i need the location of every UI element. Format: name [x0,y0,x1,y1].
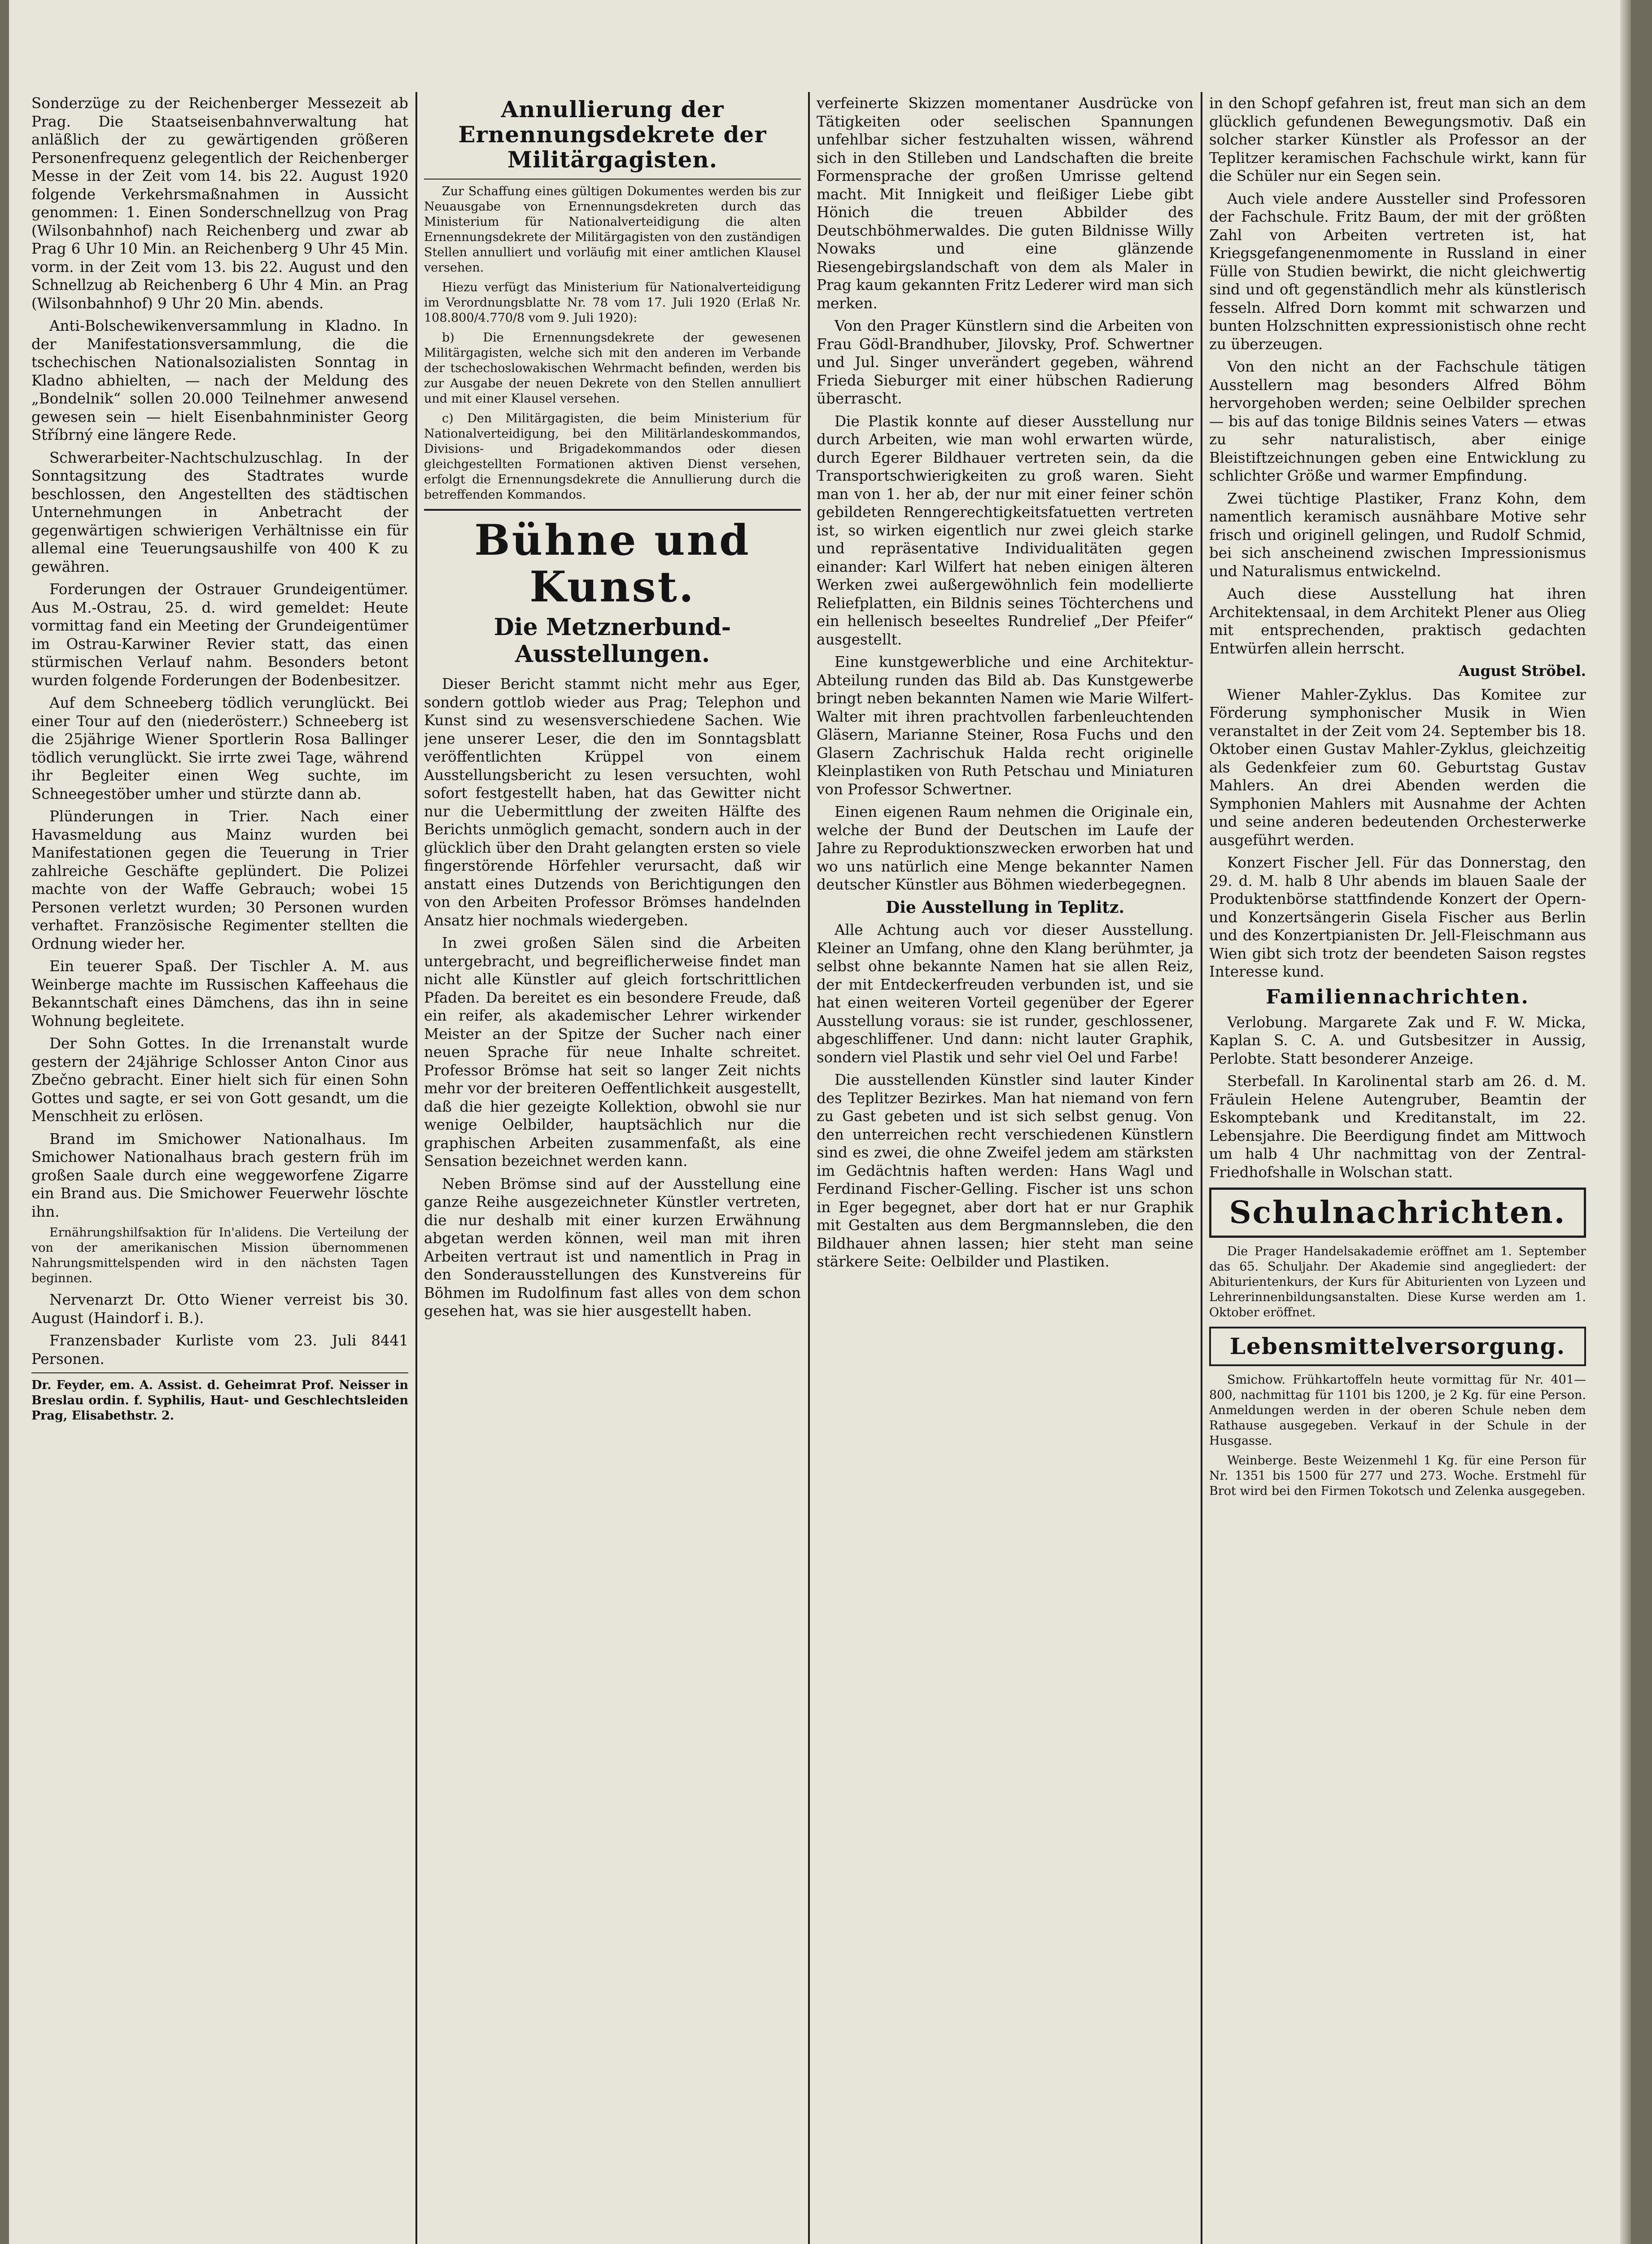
article-paragraph: Dieser Bericht stammt nicht mehr aus Eger, sondern gottlob wieder aus Prag; Telephon und Kunst sind zu wesensverschiedene Sachen. Wie jene unserer Leser, die den im Sonntagsblatt veröffentlichten Krüppel von einem Ausstellungsbericht zu lesen versuchten, wohl sofort festgestellt haben, hat das Gewitter nicht nur die Uebermittlung der zweiten Hälfte des Berichts unmöglich gemacht, sondern auch in der glücklich über den Draht gelangten ersten so viele fingerstörende Hörfehler verursacht, daß wir anstatt eines Dutzends von Berichtigungen den von den Arbeiten Professor Brömses handelnden Ansatz hier nochmals wiedergeben. [424,675,801,929]
article-paragraph: Zur Schaffung eines gültigen Dokumentes werden bis zur Neuausgabe von Ernennungsdekreten durch das Ministerium für Nationalverteidigung die alten Ernennungsdekrete der Militärgagisten von den zuständigen Stellen annulliert und vorläufig mit einer amtlichen Klausel versehen. [424,184,801,275]
article-paragraph: Die ausstellenden Künstler sind lauter Kinder des Teplitzer Bezirkes. Man hat niemand von fern zu Gast gebeten und ist sich selbst genug. Von den unterreichen recht verschiedenen Künstlern sind es zwei, die ohne Zweifel jedem am stärksten im Gedächtnis haften werden: Hans Wagl und Ferdinand Fischer-Gelling. Fischer ist uns schon in Eger begegnet, aber dort hat er nur Graphik mit Gestalten aus dem Bergmannsleben, die den Bildhauer ahnen lassen; hier steht man seine stärkere Seite: Oelbilder und Plastiken. [817,1071,1193,1270]
column-3 [817,94,1193,2244]
food-notice: Weinberge. Beste Weizenmehl 1 Kg. für eine Person für Nr. 1351 bis 1500 für 277 und 273. Woche. Erstmehl für Brot wird bei den Firmen Tokotsch und Zelenka ausgegeben. [1209,1454,1586,1498]
column-rule [808,92,810,2244]
article-paragraph: Von den nicht an der Fachschule tätigen Ausstellern mag besonders Alfred Böhm hervorgehoben werden; seine Oelbilder sprechen — bis auf das tonige Bildnis seines Vaters — etwas zu sehr naturalistisch, aber einige Bleistiftzeichnungen geben eine Entwicklung zu schlichter Größe und warmer Empfindung. [1209,358,1586,484]
article-paragraph: Neben Brömse sind auf der Ausstellung eine ganze Reihe ausgezeichneter Künstler vertreten, die nur deshalb mit einer kurzen Erwähnung abgetan werden können, weil man mit ihren Arbeiten vertraut ist und namentlich in Prag in den Sonderausstellungen des Kunstvereins für Böhmen im Rudolfinum fast alles von dem schon gesehen hat, was sie hier ausgestellt haben. [424,1175,801,1319]
news-item: Sonderzüge zu der Reichenberger Messezeit ab Prag. Die Staatseisenbahnverwaltung hat anläßlich der zu gewärtigenden größeren Personenfrequenz gelegentlich der Reichenberger Messe in der Zeit vom 14. bis 22. August 1920 folgende Verkehrsmaßnahmen in Aussicht genommen: 1. Einen Sonderschnellzug von Prag (Wilsonbahnhof) nach Reichenberg und zwar ab Prag 6 Uhr 10 Min. an Reichenberg 9 Uhr 45 Min. vorm. in der Zeit vom 13. bis 22. August und den Schnellzug ab Reichenberg 6 Uhr 4 Min. an Prag (Wilsonbahnhof) 9 Uhr 20 Min. abends. [31,95,408,312]
author-signature: August Ströbel. [1458,662,1586,679]
newspaper-page [9,0,1631,2244]
food-supply-title: Lebensmittelversorgung. [1209,1327,1586,1366]
news-item: Forderungen der Ostrauer Grundeigentümer. Aus M.-Ostrau, 25. d. wird gemeldet: Heute vormittag fand ein Meeting der Grundeigentümer im Ostrau-Karwiner Revier statt, das einen stürmischen Verlauf nahm. Besonders betont wurden folgende Forderungen der Bodenbesitzer. [31,581,408,689]
section-title: Bühne und Kunst. [474,516,751,612]
news-item: Schwerarbeiter-Nachtschulzuschlag. In der Sonntagsitzung des Stadtrates wurde beschlossen, den Angestellten des städtischen Unternehmungen in Anbetracht der gegenwärtigen schwierigen Verhältnisse ein für allemal eine Teuerungsaushilfe von 400 K zu gewähren. [31,449,408,575]
column-1 [31,94,408,2244]
divider [424,179,801,180]
news-item: Auf dem Schneeberg tödlich verunglückt. Bei einer Tour auf den (niederösterr.) Schneeberg ist die 25jährige Wiener Sportlerin Rosa Ballinger tödlich verunglückt. Sie irrte zwei Tage, während ihr Begleiter einen Weg suchte, im Schneegestöber umher und stürzte dann ab. [31,694,408,802]
school-news-title: Schulnachrichten. [1209,1188,1586,1238]
divider [31,1372,408,1373]
news-item: Nervenarzt Dr. Otto Wiener verreist bis 30. August (Haindorf i. B.). [31,1291,408,1327]
column-rule [415,92,417,2244]
news-item: Ernährungshilfsaktion für In'alidens. Die Verteilung der von der amerikanischen Mission übernommenen Nahrungsmittelspenden wird in den nächsten Tagen beginnen. [31,1226,408,1285]
family-notice: Sterbefall. In Karolinental starb am 26. d. M. Fräulein Helene Autengruber, Beamtin der Eskomptebank und Kreditanstalt, im 22. Lebensjahre. Die Beerdigung findet am Mittwoch um halb 4 Uhr nachmittag von der Zentral-Friedhofshalle in Wolschan statt. [1209,1073,1586,1181]
article-subtitle: Die Metznerbund-Ausstellungen. [494,614,731,668]
news-item: Plünderungen in Trier. Nach einer Havasmeldung aus Mainz wurden bei Manifestationen gegen die Teuerung in Trier zahlreiche Geschäfte geplündert. Die Polizei machte von der Waffe Gebrauch; wobei 15 Personen verletzt wurden; 30 Personen wurden verhaftet. Französische Regimenter stellten die Ordnung wieder her. [31,808,408,952]
article-paragraph: in den Schopf gefahren ist, freut man sich an dem glücklich gefundenen Bewegungsmotiv. Daß ein solcher starker Künstler als Professor an der Teplitzer keramischen Fachschule wirkt, kann für die Schüler nur ein Segen sein. [1209,95,1586,184]
article-paragraph: Eine kunstgewerbliche und eine Architektur-Abteilung runden das Bild ab. Das Kunstgewerbe bringt neben bekannten Namen wie Marie Wilfert-Walter mit ihren prachtvollen farbenleuchtenden Gläsern, Marianne Steiner, Rosa Fuchs und den Glasern Zachrischuk Halda recht originelle Kleinplastiken von Ruth Petschau und Miniaturen von Professor Schwertner. [817,653,1193,798]
article-paragraph: Auch viele andere Aussteller sind Professoren der Fachschule. Fritz Baum, der mit der größten Zahl von Arbeiten vertreten ist, hat Kriegsgefangenenmomente in Russland in einer Fülle von Studien bewirkt, die nicht gleichwertig sind und oft gegenständlich mehr als künstlerisch fesseln. Alfred Dorn kommt mit schwarzen und bunten Holzschnitten expressionistisch ohne recht zu überzeugen. [1209,190,1586,353]
article-paragraph: b) Die Ernennungsdekrete der gewesenen Militärgagisten, welche sich mit den anderen im Verbande der tschechoslowakischen Wehrmacht befinden, werden bis zur Ausgabe der neuen Dekrete von den Stellen annulliert und mit einer Klausel versehen. [424,331,801,406]
article-paragraph: Zwei tüchtige Plastiker, Franz Kohn, dem namentlich keramisch ausnähbare Motive sehr frisch und originell gelingen, und Rudolf Schmid, bei sich anscheinend zwischen Impressionismus und Naturalismus entwickelnd. [1209,490,1586,580]
article-paragraph: Auch diese Ausstellung hat ihren Architektensaal, in dem Architekt Plener aus Olieg mit entsprechenden, praktisch gedachten Entwürfen allein herrscht. [1209,585,1586,657]
news-item: Der Sohn Gottes. In die Irrenanstalt wurde gestern der 24jährige Schlosser Anton Cinor aus Zbečno gebracht. Einer hielt sich für einen Sohn Gottes und sagte, er sei von Gott gesandt, um die Menschheit zu erlösen. [31,1035,408,1125]
article-paragraph: c) Den Militärgagisten, die beim Ministerium für Nationalverteidigung, bei den Militärlandeskommandos, Divisions- und Brigadekommandos oder diesen gleichgestellten Formationen aktiven Dienst versehen, erfolgt die Ernennungsdekrete die Annullierung durch die betreffenden Kommandos. [424,412,801,502]
food-notice: Smichow. Frühkartoffeln heute vormittag für Nr. 401—800, nachmittag für 1101 bis 1200, je 2 Kg. für eine Person. Anmeldungen werden in der oberen Schule neben dem Rathause ausgegeben. Verkauf in der Schule in der Husgasse. [1209,1373,1586,1448]
article-paragraph: verfeinerte Skizzen momentaner Ausdrücke von Tätigkeiten oder seelischen Spannungen unfehlbar sicher festzuhalten wissen, während sich in den Stilleben und Landschaften die breite Formensprache der großen Umrisse geltend macht. Mit Innigkeit und fleißiger Liebe gibt Hönich die treuen Abbilder des Deutschböhmerwaldes. Die guten Bildnisse Willy Nowaks und eine glänzende Riesengebirgslandschaft von dem als Maler in Prag kaum gekannten Fritz Lederer wird man sich merken. [817,95,1193,312]
family-notice: Verlobung. Margarete Zak und F. W. Micka, Kaplan S. C. A. und Gutsbesitzer in Aussig, Perlobte. Statt besonderer Anzeige. [1209,1013,1586,1067]
news-item: Anti-Bolschewikenversammlung in Kladno. In der Manifestationsversammlung, die die tschechischen Nationalsozialisten Sonntag in Kladno abhielten, — nach der Meldung des „Bondelnik“ sollen 20.000 Teilnehmer anwesend gewesen sein — hielt Eisenbahnminister Georg Stříbrný eine längere Rede. [31,317,408,443]
family-news-title: Familiennachrichten. [1266,985,1530,1008]
article-paragraph: Von den Prager Künstlern sind die Arbeiten von Frau Gödl-Brandhuber, Jilovsky, Prof. Schwertner und Jul. Singer unverändert gegeben, während Frieda Sieburger mit einer hübschen Radierung überrascht. [817,317,1193,407]
page-edge-shadow [1620,0,1631,2244]
divider [424,509,801,511]
school-notice: Die Prager Handelsakademie eröffnet am 1. September das 65. Schuljahr. Der Akademie sind angegliedert: der Abiturientenkurs, der Kurs für Abiturienten von Lyzeen und Lehrerinnenbildungsanstalten. Diese Kurse werden am 1. Oktober eröffnet. [1209,1245,1586,1319]
news-item: Brand im Smichower Nationalhaus. Im Smichower Nationalhaus brach gestern früh im großen Saale durch eine weggeworfene Zigarre ein Brand aus. Die Smichower Feuerwehr löschte ihn. [31,1130,408,1220]
article-paragraph: Alle Achtung auch vor dieser Ausstellung. Kleiner an Umfang, ohne den Klang berühmter, ja selbst ohne bekannte Namen hat sie allen Reiz, der mit Entdeckerfreuden verbunden ist, und sie hat einen weiteren Vorteil gegenüber der Egerer Ausstellung voraus: sie ist runder, geschlossener, abgeschliffener. Und dann: nicht lauter Graphik, sondern viel Plastik und sehr viel Oel und Farbe! [817,921,1193,1066]
column-rule [1201,92,1202,2244]
column-4 [1209,94,1586,2244]
article-paragraph: In zwei großen Sälen sind die Arbeiten untergebracht, und begreiflicherweise findet man nicht alle Künstler auf gleich fortschrittlichen Pfaden. Da bereitet es ein besondere Freude, daß ein reifer, als akademischer Lehrer wirkender Meister an der Spitze der Sucher nach einer neuen Sprache für neue Inhalte schreitet. Professor Brömse hat seit so langer Zeit nichts mehr vor der breiteren Oeffentlichkeit ausgestellt, daß die hier gezeigte Kollektion, obwohl sie nur wenige Oelbilder, hauptsächlich nur die graphischen Arbeiten zusammenfaßt, als eine Sensation bezeichnet werden kann. [424,934,801,1170]
article-paragraph: Einen eigenen Raum nehmen die Originale ein, welche der Bund der Deutschen im Laufe der Jahre zu Reproduktionszwecken erworben hat und wo uns natürlich eine Menge bekannter Namen deutscher Künstler aus Böhmen wiederbegegnen. [817,803,1193,893]
article-paragraph: Konzert Fischer Jell. Für das Donnerstag, den 29. d. M. halb 8 Uhr abends im blauen Saale der Produktenbörse stattfindende Konzert der Opern- und Konzertsängerin Gisela Fischer aus Berlin und des Konzertpianisten Dr. Jell-Fleischmann aus Wien gibt sich trotz der beendeten Saison regstes Interesse kund. [1209,854,1586,980]
article-headline: Annullierung der Ernennungsdekrete der Militärgagisten. [458,96,767,173]
news-item: Ein teuerer Spaß. Der Tischler A. M. aus Weinberge machte im Russischen Kaffeehaus die Bekanntschaft eines Dämchens, das ihn in seine Wohnung begleitete. [31,958,408,1030]
article-subhead: Die Ausstellung in Teplitz. [886,898,1124,917]
advertisement: Dr. Feyder, em. A. Assist. d. Geheimrat Prof. Neisser in Breslau ordin. f. Syphilis, Haut- und Geschlechtsleiden Prag, Elisabethstr. 2. [31,1378,408,1423]
article-paragraph: Hiezu verfügt das Ministerium für Nationalverteidigung im Verordnungsblatte Nr. 78 vom 17. Juli 1920 (Erlaß Nr. 108.800/4.770/8 vom 9. Juli 1920): [424,280,801,325]
column-2 [424,94,801,2244]
article-paragraph: Die Plastik konnte auf dieser Ausstellung nur durch Arbeiten, wie man wohl erwarten würde, durch Egerer Bildhauer vertreten sein, da die Transportschwierigkeiten zu groß waren. Sieht man von 1. her ab, der nur mit einer feiner schön gebildeten Renngerechtigkeitsfatuetten vertreten ist, so wirken eigentlich nur zwei gleich starke und repräsentative Individualitäten gegen einander: Karl Wilfert hat neben einigen älteren Werken zwei außergewöhnlich fein modellierte Reliefplatten, ein Bildnis seines Töchterchens und ein hellenisch beseeltes Rundrelief „Der Pfeifer“ ausgestellt. [817,412,1193,648]
article-paragraph: Wiener Mahler-Zyklus. Das Komitee zur Förderung symphonischer Musik in Wien veranstaltet in der Zeit vom 24. September bis 18. Oktober einen Gustav Mahler-Zyklus, gleichzeitig als Gedenkfeier zum 60. Geburtstag Gustav Mahlers. An drei Abenden werden die Symphonien Mahlers mit Ausnahme der Achten und seine anderen bedeutenden Orchesterwerke ausgeführt werden. [1209,686,1586,849]
news-item: Franzensbader Kurliste vom 23. Juli 8441 Personen. [31,1332,408,1367]
